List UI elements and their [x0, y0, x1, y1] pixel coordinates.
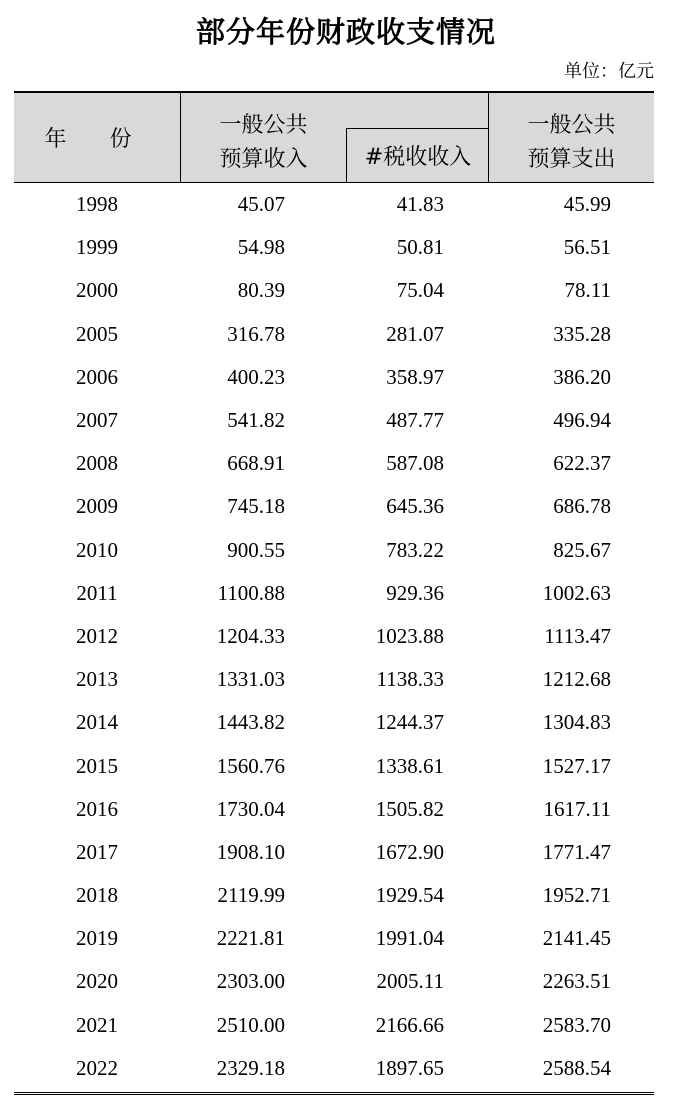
- header-expenditure-line2: 预算支出: [527, 147, 616, 172]
- cell-revenue: 1100.88: [217, 580, 285, 605]
- table-row: [14, 615, 654, 658]
- cell-expenditure: 686.78: [553, 494, 611, 519]
- cell-revenue: 2119.99: [217, 883, 285, 908]
- cell-expenditure: 2588.54: [542, 1055, 611, 1080]
- header-expenditure: [489, 109, 654, 177]
- cell-year: 2022: [76, 1055, 118, 1080]
- table-body: [14, 183, 654, 1095]
- cell-expenditure: 1002.63: [542, 580, 611, 605]
- cell-year: 2021: [76, 1012, 118, 1037]
- cell-revenue: 900.55: [227, 537, 285, 562]
- cell-year: 2019: [76, 926, 118, 951]
- cell-year: 2016: [76, 796, 118, 821]
- page-title: 部分年份财政收支情况: [195, 15, 496, 49]
- cell-tax: 487.77: [386, 408, 444, 433]
- cell-tax: 645.36: [386, 494, 444, 519]
- cell-tax: 1338.61: [375, 753, 444, 778]
- cell-tax: 1138.33: [376, 667, 444, 692]
- cell-year: 2005: [76, 321, 118, 346]
- table-row: [14, 788, 654, 831]
- cell-revenue: 541.82: [227, 408, 285, 433]
- header-year: 年 份: [44, 127, 150, 152]
- cell-revenue: 1331.03: [216, 667, 285, 692]
- table-row: [14, 744, 654, 787]
- cell-tax: 358.97: [386, 364, 444, 389]
- cell-tax: 1244.37: [375, 710, 444, 735]
- cell-revenue: 45.07: [237, 192, 285, 217]
- table-row: [14, 356, 654, 399]
- table-row: [14, 917, 654, 960]
- table-row: [14, 183, 654, 226]
- cell-revenue: 316.78: [227, 321, 285, 346]
- table-row: [14, 1047, 654, 1090]
- header-revenue-line1: 一般公共: [219, 113, 308, 138]
- cell-revenue: 54.98: [237, 235, 285, 260]
- cell-year: 2015: [76, 753, 118, 778]
- cell-tax: 1991.04: [375, 926, 444, 951]
- cell-revenue: 2510.00: [216, 1012, 285, 1037]
- cell-revenue: 1730.04: [216, 796, 285, 821]
- cell-year: 2018: [76, 883, 118, 908]
- cell-revenue: 1908.10: [216, 839, 285, 864]
- cell-revenue: 1204.33: [216, 623, 285, 648]
- cell-tax: 75.04: [396, 278, 444, 303]
- cell-tax: 929.36: [386, 580, 444, 605]
- table-row: [14, 874, 654, 917]
- cell-expenditure: 1527.17: [542, 753, 611, 778]
- cell-year: 2012: [76, 623, 118, 648]
- table-row: [14, 701, 654, 744]
- cell-expenditure: 2263.51: [542, 969, 611, 994]
- cell-year: 2007: [76, 408, 118, 433]
- cell-revenue: 668.91: [227, 451, 285, 476]
- cell-tax: 587.08: [386, 451, 444, 476]
- cell-revenue: 400.23: [227, 364, 285, 389]
- unit-label: 单位：亿元: [564, 61, 654, 82]
- table-row: [14, 442, 654, 485]
- cell-expenditure: 825.67: [553, 537, 611, 562]
- cell-year: 2000: [76, 278, 118, 303]
- header-revenue-line2: 预算收入: [219, 147, 308, 172]
- table-row: [14, 658, 654, 701]
- cell-tax: 1897.65: [375, 1055, 444, 1080]
- table-header: [14, 91, 654, 183]
- table-row: [14, 226, 654, 269]
- table-row: [14, 529, 654, 572]
- header-revenue: [181, 109, 346, 177]
- cell-year: 2011: [76, 580, 118, 605]
- table-row: [14, 960, 654, 1003]
- cell-year: 1998: [76, 192, 118, 217]
- cell-expenditure: 1113.47: [544, 623, 611, 648]
- table-row: [14, 831, 654, 874]
- cell-year: 1999: [76, 235, 118, 260]
- header-tax-label: #税收收入: [364, 145, 472, 170]
- table-row: [14, 313, 654, 356]
- cell-year: 2013: [76, 667, 118, 692]
- cell-expenditure: 1952.71: [542, 883, 611, 908]
- cell-expenditure: 2583.70: [542, 1012, 611, 1037]
- cell-revenue: 1443.82: [216, 710, 285, 735]
- cell-year: 2020: [76, 969, 118, 994]
- cell-revenue: 2221.81: [216, 926, 285, 951]
- cell-revenue: 745.18: [227, 494, 285, 519]
- table-row: [14, 572, 654, 615]
- cell-revenue: 80.39: [237, 278, 285, 303]
- cell-expenditure: 622.37: [553, 451, 611, 476]
- cell-expenditure: 56.51: [563, 235, 611, 260]
- cell-revenue: 2303.00: [216, 969, 285, 994]
- header-expenditure-line1: 一般公共: [527, 113, 616, 138]
- header-tax: [346, 128, 489, 182]
- cell-tax: 1672.90: [375, 839, 444, 864]
- cell-tax: 281.07: [386, 321, 444, 346]
- cell-expenditure: 386.20: [553, 364, 611, 389]
- cell-tax: 1929.54: [375, 883, 444, 908]
- cell-revenue: 2329.18: [216, 1055, 285, 1080]
- table-row: [14, 485, 654, 528]
- cell-expenditure: 78.11: [564, 278, 611, 303]
- table-row: [14, 269, 654, 312]
- cell-year: 2009: [76, 494, 118, 519]
- cell-tax: 1505.82: [375, 796, 444, 821]
- cell-year: 2008: [76, 451, 118, 476]
- fiscal-table: [14, 91, 654, 1095]
- cell-expenditure: 1212.68: [542, 667, 611, 692]
- table-row: [14, 1004, 654, 1047]
- cell-tax: 2166.66: [375, 1012, 444, 1037]
- cell-revenue: 1560.76: [216, 753, 285, 778]
- cell-year: 2010: [76, 537, 118, 562]
- cell-year: 2006: [76, 364, 118, 389]
- table-row: [14, 399, 654, 442]
- cell-expenditure: 496.94: [553, 408, 611, 433]
- cell-expenditure: 45.99: [563, 192, 611, 217]
- cell-expenditure: 1304.83: [542, 710, 611, 735]
- cell-tax: 41.83: [396, 192, 444, 217]
- cell-expenditure: 1617.11: [543, 796, 611, 821]
- cell-tax: 783.22: [386, 537, 444, 562]
- cell-tax: 50.81: [396, 235, 444, 260]
- cell-tax: 2005.11: [376, 969, 444, 994]
- cell-year: 2014: [76, 710, 118, 735]
- cell-expenditure: 1771.47: [542, 839, 611, 864]
- cell-expenditure: 2141.45: [542, 926, 611, 951]
- cell-tax: 1023.88: [375, 623, 444, 648]
- cell-expenditure: 335.28: [553, 321, 611, 346]
- cell-year: 2017: [76, 839, 118, 864]
